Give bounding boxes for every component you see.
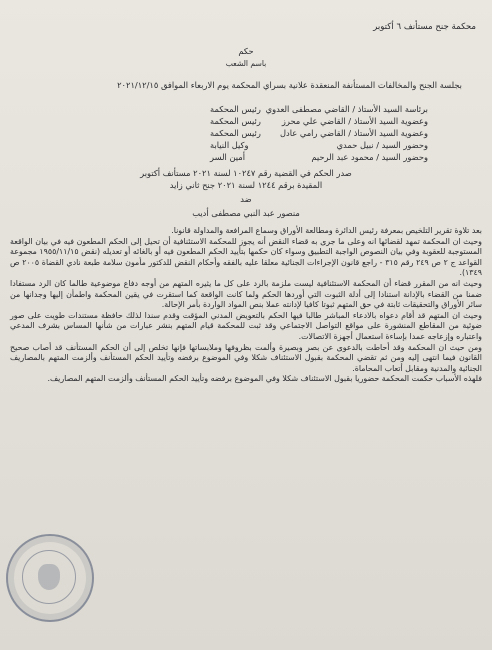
body-paragraph: وحيث ان المتهم قد أقام دعواه بالادعاء المباشر طالبا فيها الحكم بالتعويض المدني المؤقت وقدم سندا لذلك حافظة مستندات طويت على صور ضوئية من المقاطع المنشورة على مواقع التواصل الاجتماعي وقد ثبت للمحكمة قيام المتهم بنشر عبارات من شأنها المساس بشرف المدعي واعتباره وإزعاجه عمدا بإساءة استعمال أجهزة الاتصالات. <box>10 310 482 341</box>
presiding-judge: برئاسة السيد الأستاذ / القاضي مصطفى العدوي <box>265 104 428 114</box>
eagle-emblem-icon <box>38 564 60 590</box>
presiding-judge-role: رئيس المحكمة <box>210 104 261 114</box>
body-paragraph: ومن حيث ان المحكمة وقد أحاطت بالدعوى عن بصر وبصيرة وألمت بظروفها وملابساتها فإنها تخلص إلى أن الحكم المستأنف قد أصاب صحيح القانون فيما انتهى إليه ومن ثم تقضي المحكمة بقبول الاستئناف شكلا وفي الموضوع برفضه وتأييد الحكم المستأنف وألزمت المتهم بالمصاريف الجنائية والمدنية ومقابل أتعاب المحاماة. <box>10 342 482 373</box>
session-line: بجلسة الجنح والمخالفات المستأنفة المنعقدة علانية بسراي المحكمة يوم الاربعاء الموافق ٢٠٢١/١٢/١٥ <box>117 80 462 90</box>
member-judge-2: وعضوية السيد الأستاذ / القاضي رامي عادل <box>279 128 428 138</box>
in-the-name-of-the-people: باسم الشعب <box>225 59 267 68</box>
court-secretary-role: أمين السر <box>210 152 246 162</box>
member-judge-2-role: رئيس المحكمة <box>210 128 261 138</box>
case-registration-line: المقيدة برقم ١٢٤٤ لسنة ٢٠٢١ جنح ثاني زايد <box>169 180 323 190</box>
prosecutor: وحضور السيد / نبيل حمدي <box>336 140 428 150</box>
court-secretary: وحضور السيد / محمود عبد الرحيم <box>311 152 428 162</box>
ruling-body <box>10 226 482 385</box>
body-paragraph: بعد تلاوة تقرير التلخيص بمعرفة رئيس الدائرة ومطالعة الأوراق وسماع المرافعة والمداولة قانونا. <box>171 226 482 235</box>
member-judge-1: وعضوية السيد الأستاذ / القاضي علي محرز <box>281 116 428 126</box>
case-number-line: صدر الحكم في القضية رقم ١٠٢٤٧ لسنة ٢٠٢١ مستأنف أكتوبر <box>140 168 352 178</box>
body-paragraph: فلهذه الأسباب حكمت المحكمة حضوريا بقبول الاستئناف شكلا وفي الموضوع برفضه وتأييد الحكم المستأنف وألزمت المتهم المصاريف. <box>47 374 482 384</box>
defendant-name: منصور عبد النبي مصطفى أديب <box>192 208 300 218</box>
member-judge-1-role: رئيس المحكمة <box>210 116 261 126</box>
against-label: ضد <box>240 194 252 204</box>
body-paragraph: وحيث انه من المقرر قضاء أن المحكمة الاستئنافية ليست ملزمة بالرد على كل ما يثيره المتهم من أوجه دفاع موضوعية طالما كان الرد مستفادا ضمنا من القضاء بالإدانة استنادا إلى أدلة الثبوت التي أوردها الحكم ولما كانت الواقعة كما استقرت في يقين المحكمة واطمأن إليها وجدانها من سائر الأوراق والتحقيقات ثابتة في حق المتهم ثبوتا كافيا لإدانته عملا بنص المواد الواردة بأمر الإحالة. <box>10 278 482 310</box>
official-seal-stamp <box>6 534 94 622</box>
prosecutor-role: وكيل النيابة <box>210 140 249 150</box>
body-paragraph: وحيث ان المحكمة تمهد لقضائها انه وعلى ما جرى به قضاء النقض أنه يجوز للمحكمة الاستئنافية أن تحيل إلى الحكم المطعون فيه في بيان الواقعة المستوجبة للعقوبة وفي بيان النصوص الواجبة التطبيق وسواء كان حكمها بتأييد الحكم المطعون فيه أو بالغائه أو تعديله (نقض ١٩٥٥/١١/١٥ مجموعة القواعد ج ٢ ص ٢٤٩ رقم ٣١٥ - راجع قانون الإجراءات الجنائية معلقا عليه بالفقه وأحكام النقض للدكتور مأمون سلامة طبعة نادي القضاة ٢٠٠٥ ص ١٣٤٩). <box>10 236 483 278</box>
court-name: محكمة جنح مستأنف ٦ أكتوبر <box>373 22 476 32</box>
ruling-heading: حكم <box>238 46 254 56</box>
